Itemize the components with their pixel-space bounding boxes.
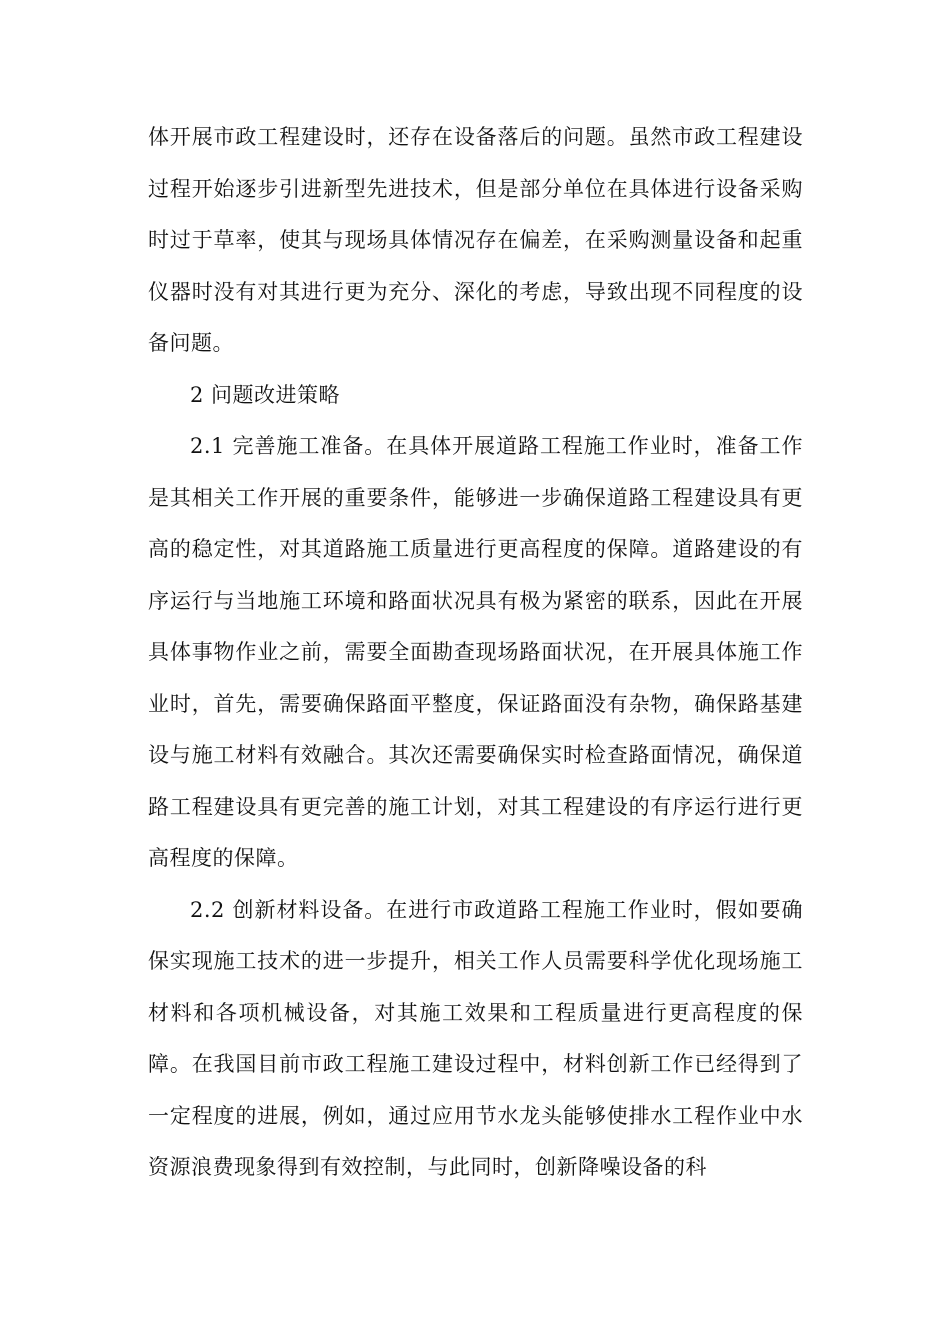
paragraph-construction-preparation: 2.1 完善施工准备。在具体开展道路工程施工作业时，准备工作是其相关工作开展的重要条件，能够进一步确保道路工程建设具有更高的稳定性，对其道路施工质量进行更高程度的保障。道路建设的有序运行与当地施工环境和路面状况具有极为紧密的联系，因此在开展具体事物作业之前，需要全面勘查现场路面状况，在开展具体施工作业时，首先，需要确保路面平整度，保证路面没有杂物，确保路基建设与施工材料有效融合。其次还需要确保实时检查路面情况，确保道路工程建设具有更完善的施工计划，对其工程建设的有序运行进行更高程度的保障。 [148,434,803,870]
section-heading-improvement-strategies: 2 问题改进策略 [190,382,341,407]
paragraph-equipment-issues: 体开展市政工程建设时，还存在设备落后的问题。虽然市政工程建设过程开始逐步引进新型先进技术，但是部分单位在具体进行设备采购时过于草率，使其与现场具体情况存在偏差，在采购测量设备和起重仪器时没有对其进行更为充分、深化的考虑，导致出现不同程度的设备问题。 [148,125,803,355]
document-body [148,112,803,1194]
paragraph-material-equipment-innovation: 2.2 创新材料设备。在进行市政道路工程施工作业时，假如要确保实现施工技术的进一步提升，相关工作人员需要科学优化现场施工材料和各项机械设备，对其施工效果和工程质量进行更高程度的保障。在我国目前市政工程施工建设过程中，材料创新工作已经得到了一定程度的进展，例如，通过应用节水龙头能够使排水工程作业中水资源浪费现象得到有效控制，与此同时，创新降噪设备的科 [148,897,803,1179]
